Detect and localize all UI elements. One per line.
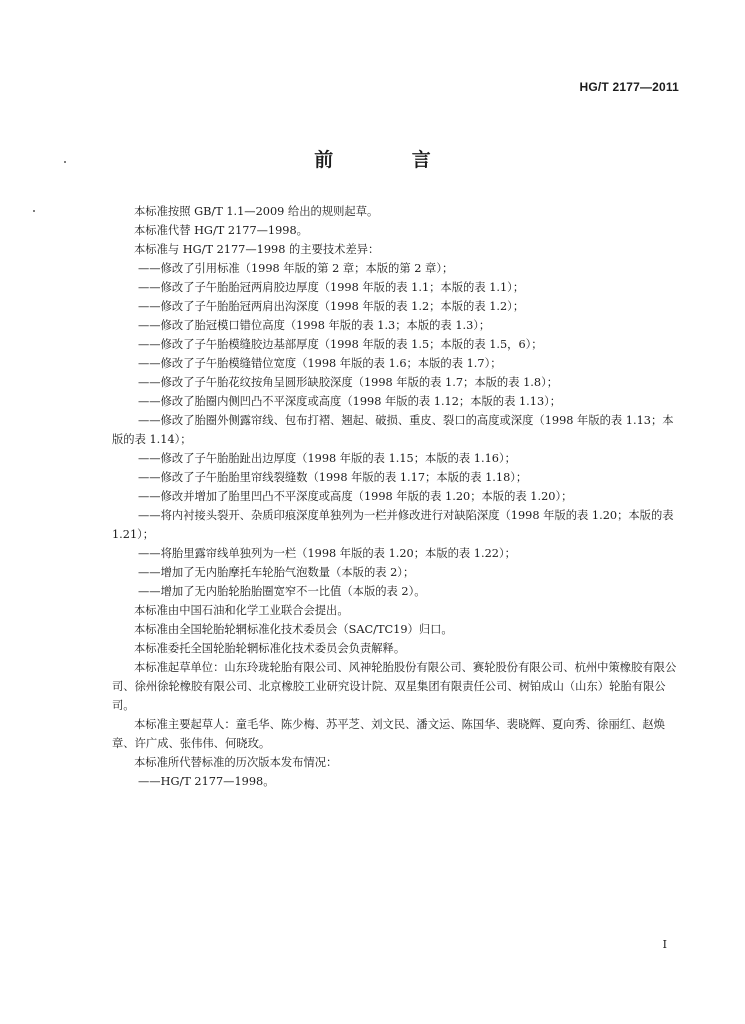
paragraph: 本标准委托全国轮胎轮辋标准化技术委员会负责解释。 — [134, 642, 406, 655]
paragraph: 本标准所代替标准的历次版本发布情况： — [134, 756, 338, 769]
list-item: ——修改并增加了胎里凹凸不平深度或高度（1998 年版的表 1.20；本版的表 1.20）； — [138, 490, 573, 503]
paragraph: 本标准起草单位：山东玲珑轮胎有限公司、风神轮胎股份有限公司、赛轮股份有限公司、杭州中策橡胶有限公司、徐州徐轮橡胶有限公司、北京橡胶工业研究设计院、双星集团有限责任公司、树铂成山（山东）轮胎有限公司。 — [112, 661, 677, 712]
list-item: ——修改了子午胎花纹按角呈圆形缺胶深度（1998 年版的表 1.7；本版的表 1.8）； — [138, 376, 559, 389]
paragraph: 本标准与 HG/T 2177—1998 的主要技术差异： — [134, 243, 380, 256]
list-item: ——修改了胎圈内侧凹凸不平深度或高度（1998 年版的表 1.12；本版的表 1.13）； — [138, 395, 562, 408]
page-number: I — [662, 938, 667, 951]
list-item: ——修改了子午胎胎趾出边厚度（1998 年版的表 1.15；本版的表 1.16）； — [138, 452, 516, 465]
list-item: ——修改了子午胎模缝错位宽度（1998 年版的表 1.6；本版的表 1.7）； — [138, 357, 502, 370]
list-item: ——将胎里露帘线单独列为一栏（1998 年版的表 1.20；本版的表 1.22）； — [138, 547, 516, 560]
list-item: ——修改了子午胎胎冠两肩出沟深度（1998 年版的表 1.2；本版的表 1.2）； — [138, 300, 525, 313]
list-item: ——修改了子午胎胎里帘线裂缝数（1998 年版的表 1.17；本版的表 1.18）； — [138, 471, 528, 484]
list-item: ——修改了子午胎模缝胶边基部厚度（1998 年版的表 1.5；本版的表 1.5，6）； — [138, 338, 543, 351]
paragraph: 本标准由中国石油和化学工业联合会提出。 — [134, 604, 349, 617]
list-item: ——修改了子午胎胎冠两肩胶边厚度（1998 年版的表 1.1；本版的表 1.1）； — [138, 281, 525, 294]
paragraph: 本标准按照 GB/T 1.1—2009 给出的规则起草。 — [134, 205, 379, 218]
list-item: ——修改了胎圈外侧露帘线、包布打褶、翘起、破损、重皮、裂口的高度或深度（1998 年版的表 1.13；本版的表 1.14）； — [112, 414, 674, 446]
list-item: ——增加了无内胎轮胎胎圈宽窄不一比值（本版的表 2）。 — [138, 585, 426, 598]
scan-speck — [33, 210, 35, 212]
standard-code: HG/T 2177—2011 — [579, 80, 679, 94]
page-title: 前 言 — [314, 149, 467, 171]
paragraph: 本标准主要起草人：童毛华、陈少梅、苏平芝、刘文民、潘文运、陈国华、裴晓辉、夏向秀、徐丽红、赵焕章、许广成、张伟伟、何晓玫。 — [112, 718, 665, 750]
paragraph: 本标准由全国轮胎轮辋标准化技术委员会（SAC/TC19）归口。 — [134, 623, 453, 636]
list-item: ——将内衬接头裂开、杂质印痕深度单独列为一栏并修改进行对缺陷深度（1998 年版的表 1.20；本版的表 1.21）； — [112, 509, 674, 541]
list-item: ——HG/T 2177—1998。 — [138, 775, 275, 788]
foreword-body — [112, 202, 684, 791]
list-item: ——增加了无内胎摩托车轮胎气泡数量（本版的表 2）； — [138, 566, 415, 579]
paragraph: 本标准代替 HG/T 2177—1998。 — [134, 224, 308, 237]
list-item: ——修改了胎冠模口错位高度（1998 年版的表 1.3；本版的表 1.3）； — [138, 319, 491, 332]
list-item: ——修改了引用标准（1998 年版的第 2 章；本版的第 2 章）； — [138, 262, 454, 275]
